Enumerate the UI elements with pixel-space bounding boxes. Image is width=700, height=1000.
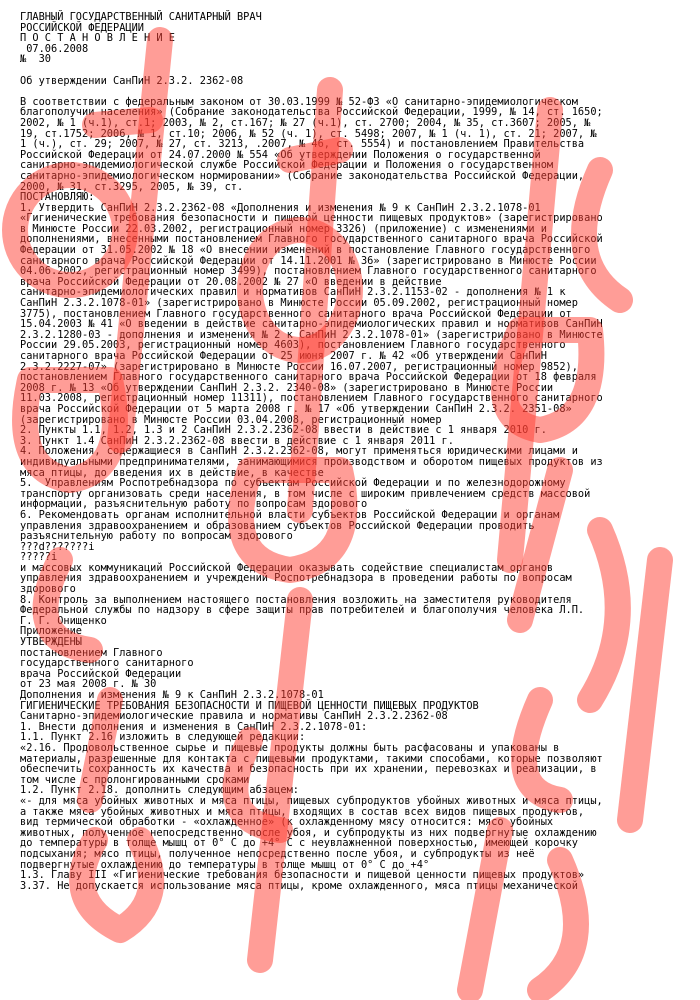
text-line: санитарного врача Российской Федерации от 25 июня 2007 г. № 42 «Об утверждении СанПиН: [20, 350, 547, 362]
text-line: животных, полученное непосредственно после убоя, и субпродукты из них подвергнутые охлаждению: [20, 826, 597, 839]
text-line: 2002, № 1 (ч.1), ст.1; 2003, № 2, ст.167; № 27 (ч.1), ст. 2700; 2004, № 35, ст.3607; 2005, №: [20, 116, 591, 129]
header-line: ГЛАВНЫЙ ГОСУДАРСТВЕННЫЙ САНИТАРНЫЙ ВРАЧ: [20, 11, 262, 23]
text-line: «2.16. Продовольственное сырье и пищевые продукты должны быть расфасованы и упакованы в: [20, 741, 560, 754]
text-line: информации, разъяснительную работу по вопросам здорового: [20, 498, 368, 511]
document-title: Об утверждении СанПиН 2.3.2. 2362-08: [20, 74, 244, 87]
text-line: Приложение: [20, 625, 82, 638]
text-line: от 23 мая 2008 г. № 30: [20, 678, 157, 691]
text-line: благополучии населения» (Собрание законодательства Российской Федерации, 1999, № 14, ст. 1650;: [20, 106, 603, 119]
text-line: Федерации от 31.05.2002 № 18 «О внесении изменений в постановление Главного государственного: [20, 244, 591, 257]
text-line: Санитарно-эпидемиологические правила и нормативы СанПиН 2.3.2.2362-08: [20, 710, 448, 723]
text-line: 5. Управлениям Роспотребнадзора по субъектам Российской Федерации и по железнодорожному: [20, 477, 566, 490]
text-line: управления здравоохранением и образованием субъектов Российской Федерации проводить: [20, 519, 535, 532]
text-line: а также мяса убойных животных и мяса птицы, входящих в состав всех видов пищевых продуктов,: [20, 805, 585, 818]
text-line: 19, ст.1752; 2006, № 1, ст.10; 2006, № 52 (ч. 1), ст. 5498; 2007, № 1 (ч. 1), ст. 21; 2007, №: [20, 127, 597, 140]
text-line: врача Российской Федерации от 20.08.2002 № 27 «О введении в действие: [20, 275, 442, 288]
text-line: УТВЕРЖДЕНЫ: [20, 636, 82, 649]
text-line: подсыхания; мясо птицы, полученное непосредственно после убоя, и субпродукты из неё: [20, 847, 535, 860]
document-body: [20, 12, 690, 891]
text-line: 3.37. Не допускается использование мяса птицы, кроме охлажденного, мяса птицы механической: [20, 879, 578, 892]
text-line: 6. Рекомендовать органам исполнительной власти субъектов Российской Федерации и органам: [20, 508, 560, 521]
text-line: ???d???????i: [20, 540, 95, 553]
header-line: РОССИЙСКОЙ ФЕДЕРАЦИИ: [20, 21, 144, 34]
text-line: 2008 г. № 13 «Об утверждении СанПиН 2.3.2. 2340-08» (зарегистрировано в Минюсте России: [20, 381, 554, 394]
text-line: подвергнутые охлаждению до температуры в толще мышц от 0° С до +4°: [20, 858, 430, 871]
text-line: том числе с пролонгированными сроками: [20, 773, 250, 786]
text-line: санитарно-эпидемиологической службе Российской Федерации и Положения о государственном: [20, 159, 554, 172]
text-line: постановлением Главного: [20, 646, 163, 659]
text-line: транспорту организовать среди населения, в том числе с широким привлечением средств массовой: [20, 487, 591, 500]
text-line: 1.2. Пункт 2.18. дополнить следующим абзацем:: [20, 784, 299, 797]
text-line: санитарно-эпидемиологических правил и нормативов СанПиН 2.3.2.1153-02 - дополнения № 1 к: [20, 286, 566, 299]
text-line: управления здравоохранением и учреждений Роспотребнадзора в проведении работы по вопросам: [20, 572, 572, 585]
text-line: в Минюсте России 22.03.2002, регистрационный номер 3326) (приложение) с изменениями и: [20, 222, 547, 235]
text-line: 1.1. Пункт 2.16 изложить в следующей редакции:: [20, 731, 306, 744]
text-line: 2.3.2.2227-07» (зарегистрировано в Минюсте России 16.07.2007, регистрационный номер 9852),: [20, 360, 578, 373]
header-line: № 30: [20, 53, 51, 66]
text-line: ГИГИЕНИЧЕСКИЕ ТРЕБОВАНИЯ БЕЗОПАСНОСТИ И ПИЩЕВОЙ ЦЕННОСТИ ПИЩЕВЫХ ПРОДУКТОВ: [20, 699, 479, 712]
text-line: здорового: [20, 583, 76, 596]
text-line: санитарно-эпидемиологическом нормировании» (Собрание законодательства Российской Федерации,: [20, 169, 585, 182]
text-line: индивидуальными предпринимателями, занимающимися производством и оборотом пищевых продуктов из: [20, 455, 603, 468]
text-line: 1.3. Главу III «Гигиенические требования безопасности и пищевой ценности пищевых продуктов»: [20, 869, 585, 882]
text-line: Г. Г. Онищенко: [20, 614, 107, 627]
text-line: разъяснительную работу по вопросам здорового: [20, 530, 293, 543]
text-line: 2. Пункты 1.1, 1.2, 1.3 и 2 СанПиН 2.3.2.2362-08 ввести в действие с 1 января 2010 г.: [20, 424, 547, 437]
text-line: до температуры в толще мышц от 0° С до +4° С с неувлажненной поверхностью, имеющей корочку: [20, 837, 578, 850]
text-line: 04.06.2002, регистрационный номер 3499), постановлением Главного государственного санитарного: [20, 265, 597, 278]
text-line: врача Российской Федерации: [20, 667, 182, 680]
text-line: В соответствии с федеральным законом от 30.03.1999 № 52-ФЗ «О санитарно-эпидемиологическом: [20, 95, 578, 108]
text-line: материалы, разрешенные для контакта с пищевыми продуктами, такими способами, которые позволяют: [20, 752, 603, 765]
text-line: «Гигиенические требования безопасности и пищевой ценности пищевых продуктов» (зарегистрировано: [20, 212, 603, 225]
text-line: «- для мяса убойных животных и мяса птицы, пищевых субпродуктов убойных животных и мяса птицы,: [20, 794, 603, 807]
text-line: дополнениями, внесенными постановлением Главного государственного санитарного врача Российской: [20, 233, 603, 246]
text-line: СанПиН 2.3.2.1078-01» (зарегистрировано в Минюсте России 05.09.2002, регистрационный номер: [20, 297, 578, 310]
text-line: России 29.05.2003, регистрационный номер 4603), постановлением Главного государственного: [20, 339, 566, 352]
text-line: 2.3.2.1280-03 - дополнения и изменения № 2 к СанПиН 2.3.2.1078-01» (зарегистрировано в Минюсте: [20, 328, 603, 341]
text-line: ПОСТАНОВЛЯЮ:: [20, 191, 95, 204]
text-line: и массовых коммуникаций Российской Федерации оказывать содействие специалистам органов: [20, 561, 554, 574]
text-line: (зарегистрировано в Минюсте России 03.04.2008, регистрационный номер: [20, 413, 442, 426]
text-line: 4. Положения, содержащиеся в СанПиН 2.3.2.2362-08, могут применяться юридическими лицами и: [20, 445, 578, 458]
header-line: 07.06.2008: [20, 42, 89, 55]
text-line: 1. Утвердить СанПиН 2.3.2.2362-08 «Дополнения и изменения № 9 к СанПиН 2.3.2.1078-01: [20, 201, 541, 214]
text-line: мяса птицы, до введения их в действие, в качестве: [20, 466, 324, 479]
header-line: П О С Т А Н О В Л Е Н И Е: [20, 32, 175, 45]
text-line: государственного санитарного: [20, 657, 194, 670]
text-line: Федеральной службы по надзору в сфере защиты прав потребителей и благополучия человека Л.П.: [20, 604, 585, 617]
text-line: врача Российской Федерации от 5 марта 2008 г. № 17 «Об утверждении СанПиН 2.3.2. 2351-08»: [20, 402, 572, 415]
text-line: 8. Контроль за выполнением настоящего постановления возложить на заместителя руководителя: [20, 593, 572, 606]
text-line: 11.03.2008, регистрационный номер 11311), постановлением Главного государственного санитарного: [20, 392, 603, 405]
text-line: ?????i: [20, 551, 58, 564]
text-line: 3775), постановлением Главного государственного санитарного врача Российской Федерации от: [20, 307, 572, 320]
blank-line: [20, 65, 690, 76]
text-line: 3. Пункт 1.4 СанПиН 2.3.2.2362-08 ввести в действие с 1 января 2011 г.: [20, 434, 454, 447]
text-line: Российской Федерации от 24.07.2000 № 554 «Об утверждении Положения о государственной: [20, 148, 541, 161]
text-line: 1. Внести дополнения и изменения в СанПиН 2.3.2.1078-01:: [20, 720, 368, 733]
text-line: Дополнения и изменения № 9 к СанПиН 2.3.2.1078-01: [20, 689, 324, 701]
text-line: вид термической обработки - «охлажденное» (к охлажденному мясу относится: мясо убойных: [20, 816, 554, 829]
text-line: 15.04.2003 № 41 «О введении в действие санитарно-эпидемиологических правил и нормативов СанПиН: [20, 318, 603, 331]
text-line: обеспечить сохранность их качества и безопасность при их хранении, перевозках и реализации, в: [20, 763, 597, 776]
text-line: санитарного врача Российской Федерации от 14.11.2001 № 36» (зарегистрировано в Минюсте России: [20, 254, 597, 267]
text-line: постановлением Главного государственного санитарного врача Российской Федерации от 18 февраля: [20, 371, 597, 384]
text-line: 1 (ч.), ст. 29; 2007, № 27, ст. 3213, .2007, № 46, ст. 5554) и постановлением Правительства: [20, 138, 585, 151]
text-line: 2000, № 31, ст.3295, 2005, № 39, ст.: [20, 180, 244, 193]
